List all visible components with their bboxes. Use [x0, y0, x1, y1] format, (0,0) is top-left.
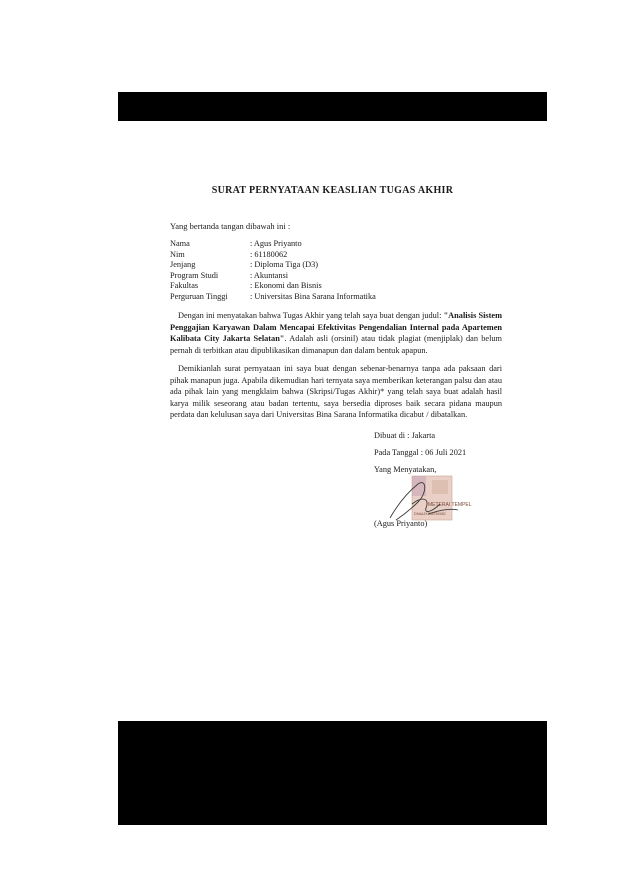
- signature-date: Pada Tanggal : 06 Juli 2021: [374, 448, 467, 457]
- signature-declarant: Yang Menyatakan,: [374, 465, 437, 474]
- field-row-program-studi: [170, 271, 376, 282]
- statement-paragraph: [170, 310, 502, 356]
- field-label: Program Studi: [170, 270, 219, 280]
- field-value: : Universitas Bina Sarana Informatika: [250, 291, 376, 301]
- field-value: : Agus Priyanto: [250, 239, 302, 248]
- field-row-fakultas: [170, 281, 376, 292]
- statement-lead: Dengan ini menyatakan bahwa Tugas Akhir yang telah saya buat dengan judul:: [178, 311, 444, 320]
- field-row-nim: [170, 250, 376, 261]
- identity-fields: [170, 239, 376, 303]
- signature-stamp-image: [388, 474, 474, 524]
- field-row-perguruan-tinggi: [170, 292, 376, 303]
- field-label: Nim: [170, 249, 185, 259]
- field-value: : Akuntansi: [250, 270, 289, 280]
- field-label: Nama: [170, 239, 190, 248]
- scan-border-top: [118, 92, 547, 121]
- field-value: : 61180062: [250, 249, 288, 259]
- document-page: [118, 121, 547, 721]
- field-label: Fakultas: [170, 281, 199, 291]
- field-value: : Ekonomi dan Bisnis: [250, 281, 322, 291]
- scan-border-bottom: [118, 721, 547, 825]
- stamp-label: METERAI TEMPEL: [428, 502, 472, 508]
- statement-rest: . Adalah asli (orsinil) atau tidak plagiat (menjiplak) dan belum pernah di terbitkan atau dipublikasikan dimanapun dan dalam bentuk apapun.: [170, 334, 503, 355]
- signatory-name: (Agus Priyanto): [374, 519, 428, 528]
- stamp-code: D9AAJX358760482: [414, 512, 446, 516]
- document-title: SURAT PERNYATAAN KEASLIAN TUGAS AKHIR: [211, 185, 454, 196]
- field-value: : Diploma Tiga (D3): [250, 260, 318, 270]
- field-row-nama: [170, 239, 376, 250]
- declaration-paragraph: Demikianlah surat pernyataan ini saya buat dengan sebenar-benarnya tanpa ada paksaan dari pihak manapun juga. Apabila dikemudian hari ternyata saya memberikan keterangan palsu dan atau ada pihak lain yang mengklaim bahwa (Skripsi/Tugas Akhir)* yang telah saya buat adalah hasil karya milik seseorang atau badan tertentu, saya bersedia diproses baik secara pidana maupun perdata dan kelulusan saya dari Universitas Bina Sarana Informatika dicabut / dibatalkan.: [170, 364, 502, 419]
- field-label: Jenjang: [170, 260, 196, 270]
- thesis-title: "Analisis Sistem Penggajian Karyawan Dalam Mencapai Efektivitas Pengendalian Internal pada Apartemen Kalibata City Jakarta Selatan": [170, 311, 502, 343]
- field-label: Perguruan Tinggi: [170, 291, 228, 301]
- intro-text: Yang bertanda tangan dibawah ini :: [170, 221, 291, 231]
- signature-place: Dibuat di : Jakarta: [374, 431, 436, 440]
- field-row-jenjang: [170, 260, 376, 271]
